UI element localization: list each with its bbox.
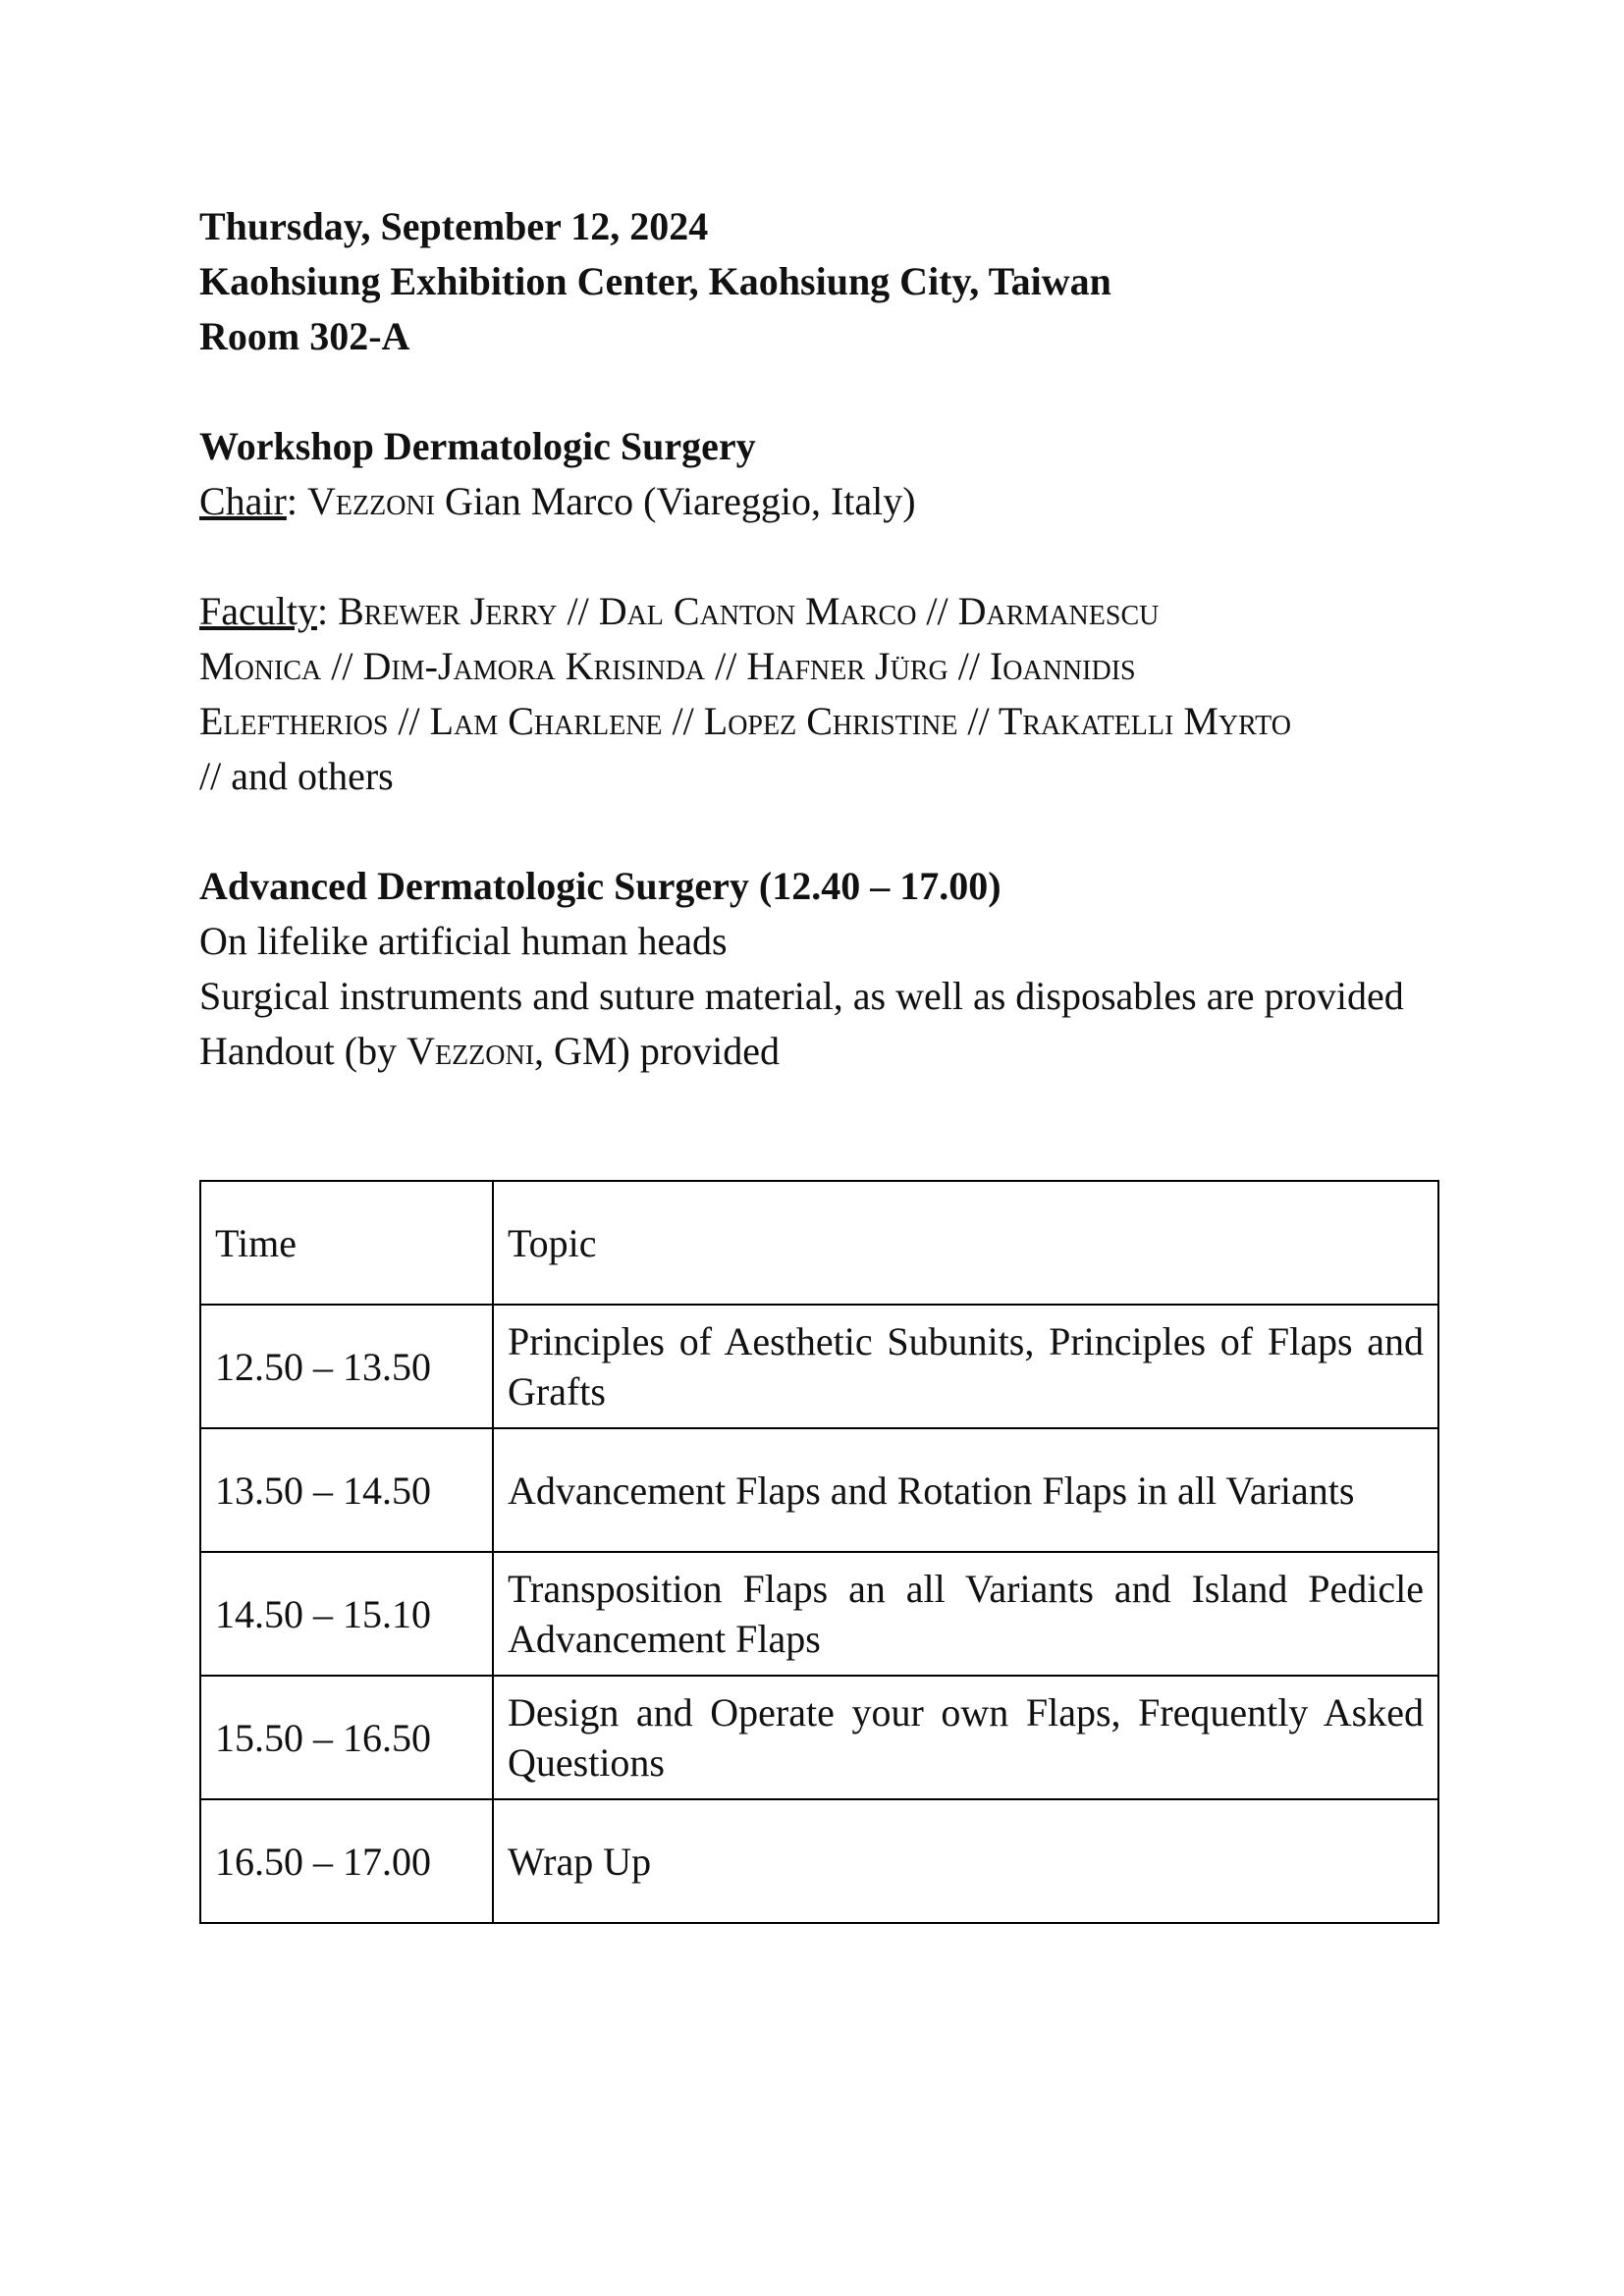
table-row [200,1676,1438,1799]
row-time: 16.50 – 17.00 [200,1799,493,1923]
row-topic: Wrap Up [493,1799,1438,1923]
table-row [200,1305,1438,1428]
handout-post: , GM) provided [534,1029,781,1073]
schedule-table [199,1180,1439,1924]
header-topic: Topic [493,1181,1438,1305]
faculty-line-1 [199,584,1436,639]
event-venue: Kaohsiung Exhibition Center, Kaohsiung City, Taiwan [199,259,1111,303]
session-note-handout [199,1024,1436,1079]
row-time: 15.50 – 16.50 [200,1676,493,1799]
faculty-label: Faculty [199,589,317,633]
session-title: Advanced Dermatologic Surgery (12.40 – 17.00) [199,864,1001,908]
session-note-heads: On lifelike artificial human heads [199,919,728,963]
table-row [200,1799,1438,1923]
chair-line: Chair: Vezzoni Gian Marco (Viareggio, Italy) [199,479,916,523]
row-time: 14.50 – 15.10 [200,1552,493,1676]
row-topic: Design and Operate your own Flaps, Frequently Asked Questions [493,1676,1438,1799]
row-topic: Advancement Flaps and Rotation Flaps in all Variants [493,1428,1438,1552]
row-topic: Principles of Aesthetic Subunits, Principles of Flaps and Grafts [493,1305,1438,1428]
faculty-line-2: Monica // Dim-Jamora Krisinda // Hafner Jürg // Ioannidis [199,644,1136,688]
table-row [200,1552,1438,1676]
faculty-line-3: Eleftherios // Lam Charlene // Lopez Christine // Trakatelli Myrto [199,699,1291,743]
header-time: Time [200,1181,493,1305]
event-date: Thursday, September 12, 2024 [199,204,709,248]
faculty-names-1: : Brewer Jerry // Dal Canton Marco // Darmanescu [316,589,1160,633]
chair-surname: Vezzoni [307,479,435,523]
row-time: 12.50 – 13.50 [200,1305,493,1428]
event-room: Room 302-A [199,314,410,358]
session-note-instruments: Surgical instruments and suture material, as well as disposables are provided [199,974,1404,1018]
table-row [200,1428,1438,1552]
faculty-line-4: // and others [199,754,394,798]
row-topic: Transposition Flaps an all Variants and Island Pedicle Advancement Flaps [493,1552,1438,1676]
row-time: 13.50 – 14.50 [200,1428,493,1552]
table-header-row [200,1181,1438,1305]
chair-rest: Gian Marco (Viareggio, Italy) [434,479,916,523]
document-page [199,199,1436,1079]
chair-label: Chair [199,479,287,523]
workshop-title: Workshop Dermatologic Surgery [199,424,756,468]
handout-pre: Handout (by [199,1029,407,1073]
handout-name: Vezzoni [406,1029,535,1073]
